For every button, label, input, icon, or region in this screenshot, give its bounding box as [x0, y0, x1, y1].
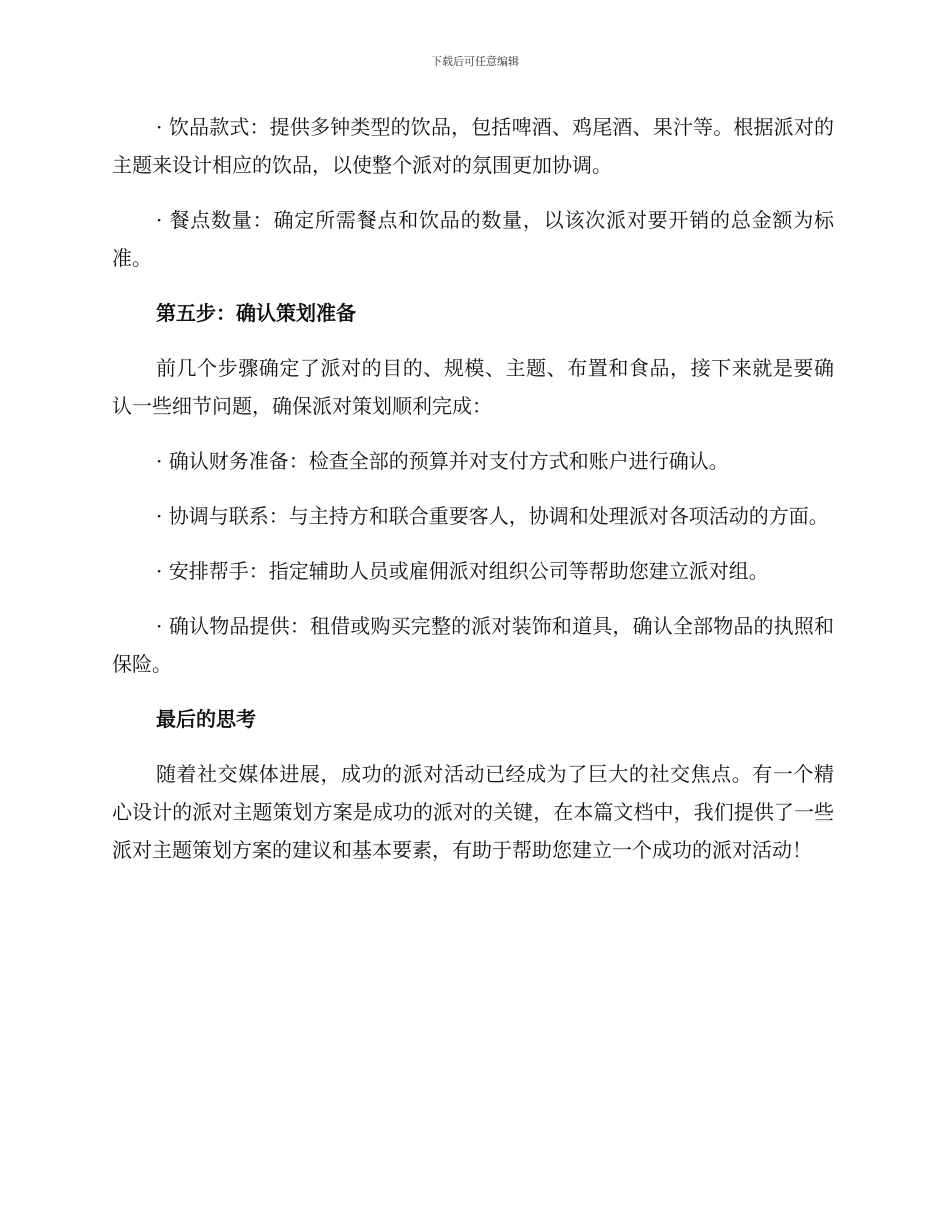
coordination-item: · 协调与联系：与主持方和联合重要客人，协调和处理派对各项活动的方面。: [156, 504, 829, 528]
supplies-item: · 确认物品提供：租借或购买完整的派对装饰和道具，确认全部物品的执照和保险。: [112, 614, 834, 676]
drink-style-item: · 饮品款式：提供多钟类型的饮品，包括啤酒、鸡尾酒、果汁等。根据派对的主题来设计相应的饮品，以使整个派对的氛围更加协调。: [112, 115, 834, 177]
finance-item: · 确认财务准备：检查全部的预算并对支付方式和账户进行确认。: [156, 449, 729, 473]
final-thoughts-heading: 最后的思考: [156, 707, 256, 731]
step-five-intro: 前几个步骤确定了派对的目的、规模、主题、布置和食品，接下来就是要确认一些细节问题，确保派对策划顺利完成：: [112, 356, 834, 418]
meal-quantity-item: · 餐点数量：确定所需餐点和饮品的数量，以该次派对要开销的总金额为标准。: [112, 208, 834, 270]
helpers-item: · 安排帮手：指定辅助人员或雇佣派对组织公司等帮助您建立派对组。: [156, 559, 769, 583]
page-header: 下载后可任意编辑: [431, 55, 519, 68]
step-five-heading: 第五步：确认策划准备: [156, 301, 356, 325]
document-body: [112, 108, 834, 886]
final-thoughts-paragraph: 随着社交媒体进展，成功的派对活动已经成为了巨大的社交焦点。有一个精心设计的派对主题策划方案是成功的派对的关键，在本篇文档中，我们提供了一些派对主题策划方案的建议和基本要素，有助于帮助您建立一个成功的派对活动！: [112, 762, 834, 862]
